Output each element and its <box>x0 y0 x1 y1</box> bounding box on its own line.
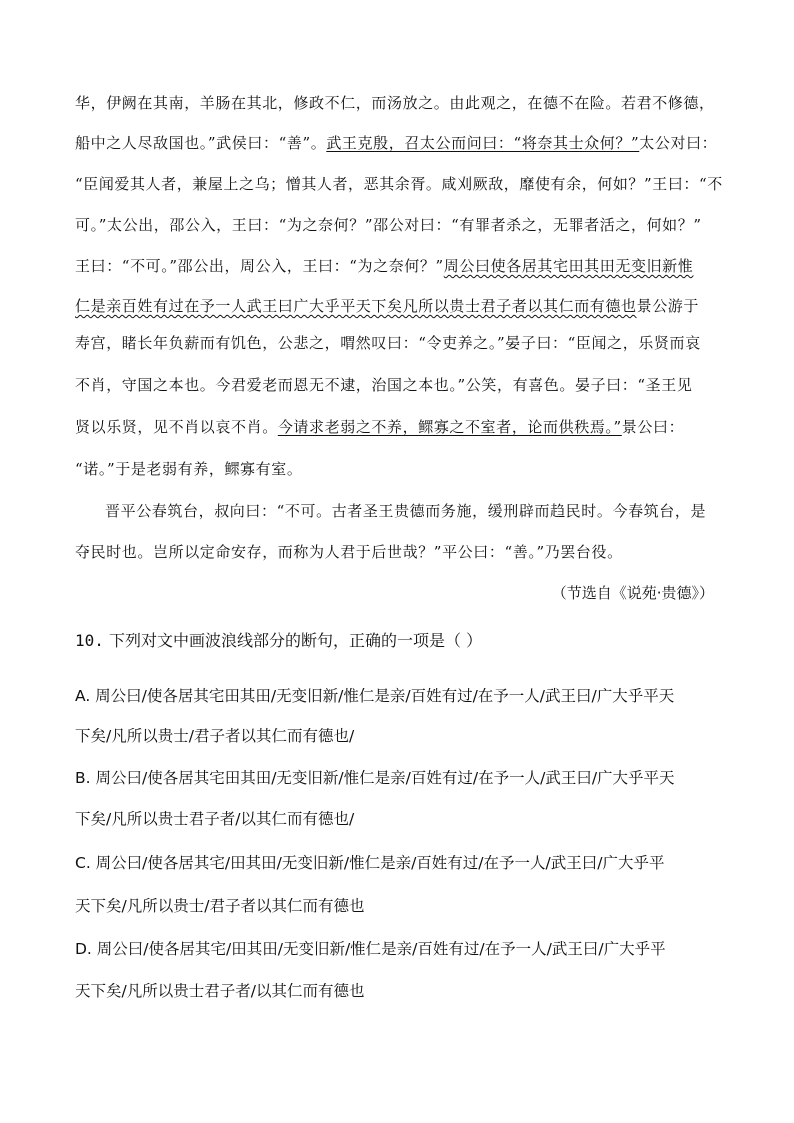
passage-line <box>75 93 723 113</box>
passage-text: 王曰：“不可。”邵公出，周公入，王曰：“为之奈何？” <box>75 257 444 275</box>
passage-text: “臣闻爱其人者，兼屋上之乌；憎其人者，恶其余胥。咸刈厥敌，靡使有余，何如？”王曰：“不 <box>75 175 723 193</box>
passage-line <box>75 174 722 194</box>
passage-line <box>75 417 723 437</box>
passage-text: 贤以乐贤，见不肖以哀不肖。 <box>75 418 278 436</box>
passage-text: 景公曰： <box>621 418 685 436</box>
option-a-line-2[interactable]: 下矣/凡所以贵士/君子者以其仁而有德也/ <box>75 727 355 745</box>
question-number: 10. <box>75 631 104 650</box>
passage-text: 晋平公春筑台，叔向曰：“不可。古者圣王贵德而务施，缓刑辟而趋民时。今春筑台，是 <box>105 502 707 520</box>
wavy-underlined-text: 周公曰使各居其宅田其田无变旧新惟 <box>443 257 694 275</box>
option-c-line-2[interactable]: 天下矣/凡所以贵士/君子者以其仁而有德也 <box>75 897 365 915</box>
option-d-line-1[interactable]: D. 周公曰/使各居其宅/田其田/无变旧新/惟仁是亲/百姓有过/在予一人/武王曰/广大乎平 <box>75 940 666 958</box>
source-citation: （节选自《说苑·贵德》） <box>551 584 714 602</box>
passage-line <box>75 133 723 153</box>
passage-text: “诺。”于是老弱有养，鳏寡有室。 <box>75 460 303 478</box>
passage-text: 寿宫，睹长年负薪而有饥色，公悲之，喟然叹曰：“令吏养之。”晏子曰：“臣闻之，乐贤而哀 <box>75 334 701 352</box>
option-c-line-1[interactable]: C. 周公曰/使各居其宅/田其田/无变旧新/惟仁是亲/百姓有过/在予一人/武王曰/广大乎平 <box>75 854 665 872</box>
option-a-line-1[interactable]: A. 周公曰/使各居其宅田其田/无变旧新/惟仁是亲/百姓有过/在予一人/武王曰/广大乎平天 <box>75 687 675 705</box>
underlined-sentence: 武王克殷，召太公而问曰：“将奈其士众何？” <box>326 134 640 152</box>
passage-text: 景公游于 <box>636 297 700 315</box>
passage-line <box>75 333 723 353</box>
passage-text: 可。”太公出，邵公入，王曰：“为之奈何？”邵公对曰：“有罪者杀之，无罪者活之，何如？” <box>75 216 702 234</box>
passage-text: 华，伊阙在其南，羊肠在其北，修政不仁，而汤放之。由此观之，在德不在险。若君不修德， <box>75 94 715 112</box>
option-d-line-2[interactable]: 天下矣/凡所以贵士君子者/以其仁而有德也 <box>75 982 365 1000</box>
underlined-sentence: 今请求老弱之不养，鳏寡之不室者，论而供秩焉。” <box>277 418 622 436</box>
passage-line <box>75 375 723 395</box>
passage-line <box>75 296 723 316</box>
option-b-line-1[interactable]: B. 周公曰/使各居其宅田其田/无变旧新/惟仁是亲/百姓有过/在予一人/武王曰/广大乎平天 <box>75 769 675 787</box>
passage-line <box>105 501 723 521</box>
passage-text: 太公对曰： <box>639 134 718 152</box>
wavy-underlined-text: 仁是亲百姓有过在予一人武王曰广大乎平天下矣凡所以贵士君子者以其仁而有德也 <box>75 297 637 315</box>
passage-text: 不肖，守国之本也。今君爱老而恩无不逮，治国之本也。”公笑，有喜色。晏子曰：“圣王见 <box>75 376 693 394</box>
passage-line <box>75 256 723 276</box>
passage-text: 夺民时也。岂所以定命安存，而称为人君于后世哉？”平公曰：“善。”乃罢台役。 <box>75 543 623 561</box>
passage-line <box>75 215 723 235</box>
passage-line <box>75 459 723 479</box>
passage-line <box>75 542 723 562</box>
question-stem <box>75 631 482 651</box>
question-text: 下列对文中画波浪线部分的断句，正确的一项是（ ） <box>109 631 483 650</box>
option-b-line-2[interactable]: 下矣/凡所以贵士君子者/以其仁而有德也/ <box>75 810 355 828</box>
passage-text: 船中之人尽敌国也。”武侯曰：“善”。 <box>75 134 327 152</box>
